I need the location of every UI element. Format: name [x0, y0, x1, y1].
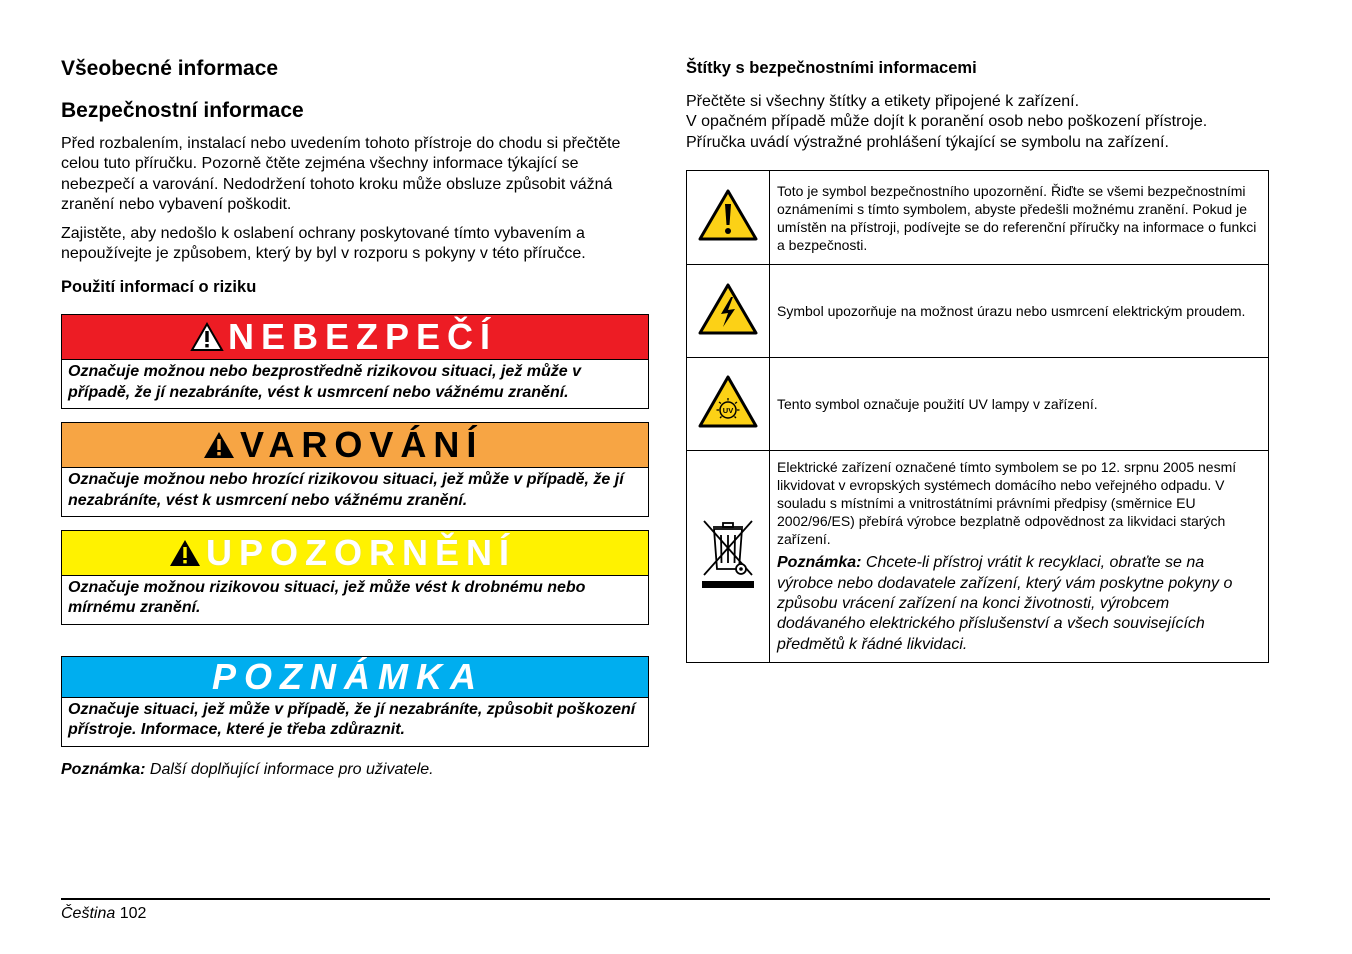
- icon-cell: [687, 358, 770, 451]
- warning-label: VAROVÁNÍ: [240, 424, 484, 466]
- icon-cell: [687, 171, 770, 265]
- warning-text: Označuje možnou nebo hrozící rizikovou situaci, jež může v případě, že jí nezabráníte, vést k usmrcení nebo vážnému zranění.: [68, 471, 624, 509]
- warning-triangle-icon: [168, 538, 202, 568]
- caution-text: Označuje možnou rizikovou situaci, jež může vést k drobnému nebo mírnému zranění.: [68, 579, 586, 617]
- intro-paragraph: Před rozbalením, instalací nebo uvedením tohoto přístroje do chodu si přečtěte celou tuto příručku. Pozorně čtěte zejména všechny informace týkající se nebezpečí a varování. Nedodržení tohoto kroku může obsluze způsobit vážná zranění nebo vybavení poškodit.: [61, 135, 621, 214]
- warning-triangle-icon: [190, 322, 224, 352]
- footer-divider: [61, 898, 1270, 900]
- protection-paragraph: Zajistěte, aby nedošlo k oslabení ochrany poskytované tímto vybavením a nepoužívejte je způsobem, který by byl v rozporu s pokyny v této příručce.: [61, 224, 586, 263]
- note-line: [61, 760, 649, 780]
- weee-note: [777, 553, 1261, 655]
- labels-paragraph-1: Přečtěte si všechny štítky a etikety připojené k zařízení.: [686, 93, 1080, 110]
- footer: [61, 905, 146, 923]
- labels-heading: Štítky s bezpečnostními informacemi: [686, 59, 977, 77]
- notice-text: Označuje situaci, jež může v případě, že jí nezabráníte, způsobit poškození přístroje. Informace, které je třeba zdůraznit.: [68, 700, 636, 739]
- warning-triangle-icon: [202, 430, 236, 460]
- symbol-description: [770, 451, 1269, 663]
- notice-box: [61, 656, 649, 747]
- uv-lamp-icon: [697, 374, 759, 430]
- page-title: Všeobecné informace: [61, 57, 279, 80]
- uv-label: UV: [722, 405, 734, 415]
- symbols-table: [686, 170, 1269, 663]
- weee-text: Elektrické zařízení označené tímto symbolem se po 12. srpnu 2005 nesmí likvidovat v evropských systémech domácího nebo veřejného odpadu. V souladu s místními a vnitrostátními právními předpisy (směrnice EU 2002/96/ES) přebírá výrobce bezplatně odpovědnost za likvidaci starých zařízení.: [777, 459, 1237, 548]
- danger-box: [61, 314, 649, 409]
- warning-band: [62, 423, 648, 468]
- caution-band: [62, 531, 648, 576]
- notice-band: [62, 657, 648, 698]
- symbol-description: Tento symbol označuje použití UV lampy v zařízení.: [770, 358, 1269, 451]
- icon-cell: [687, 451, 770, 663]
- risk-info-heading: Použití informací o riziku: [61, 278, 257, 297]
- warning-box: [61, 422, 649, 517]
- note-label: Poznámka:: [61, 760, 146, 778]
- left-column: [61, 56, 649, 780]
- symbol-description: Symbol upozorňuje na možnost úrazu nebo usmrcení elektrickým proudem.: [770, 265, 1269, 358]
- footer-language: Čeština: [61, 905, 116, 922]
- danger-text: Označuje možnou nebo bezprostředně rizikovou situaci, jež může v případě, že jí nezabráníte, vést k usmrcení nebo vážnému zranění.: [68, 363, 581, 401]
- caution-box: [61, 530, 649, 625]
- danger-label: NEBEZPEČÍ: [228, 316, 498, 358]
- electric-shock-icon: [697, 282, 759, 336]
- notice-label: POZNÁMKA: [212, 655, 484, 697]
- caution-label: UPOZORNĚNÍ: [206, 532, 517, 574]
- weee-note-label: Poznámka:: [777, 554, 862, 572]
- table-row: [687, 265, 1269, 358]
- icon-cell: [687, 265, 770, 358]
- weee-bin-icon: [697, 517, 759, 591]
- danger-band: [62, 315, 648, 360]
- labels-paragraph-2: V opačném případě může dojít k poranění osob nebo poškození přístroje. Příručka uvádí výstražné prohlášení týkající se symbolu na zařízení.: [686, 113, 1208, 151]
- note-text: Další doplňující informace pro uživatele.: [145, 760, 434, 778]
- section-title: Bezpečnostní informace: [61, 99, 304, 122]
- table-row: [687, 451, 1269, 663]
- symbol-description: Toto je symbol bezpečnostního upozornění. Řiďte se všemi bezpečnostními oznámeními s tímto symbolem, abyste předešli možnému zranění. Pokud je umístěn na přístroji, podívejte se do referenční příručky na informace o funkci a bezpečnosti.: [770, 171, 1269, 265]
- page-number: 102: [115, 905, 147, 922]
- table-row: [687, 171, 1269, 265]
- right-column: [686, 56, 1270, 663]
- table-row: [687, 358, 1269, 451]
- weee-note-text: Chcete-li přístroj vrátit k recyklaci, obraťte se na výrobce nebo dodavatele zařízení, který vám poskytne pokyny o způsobu vrácení zařízení na konci životnosti, výrobcem dodávaného elektrického příslušenství a všech souvisejících předmětů k řádné likvidaci.: [777, 554, 1233, 653]
- warning-triangle-icon: [697, 188, 759, 242]
